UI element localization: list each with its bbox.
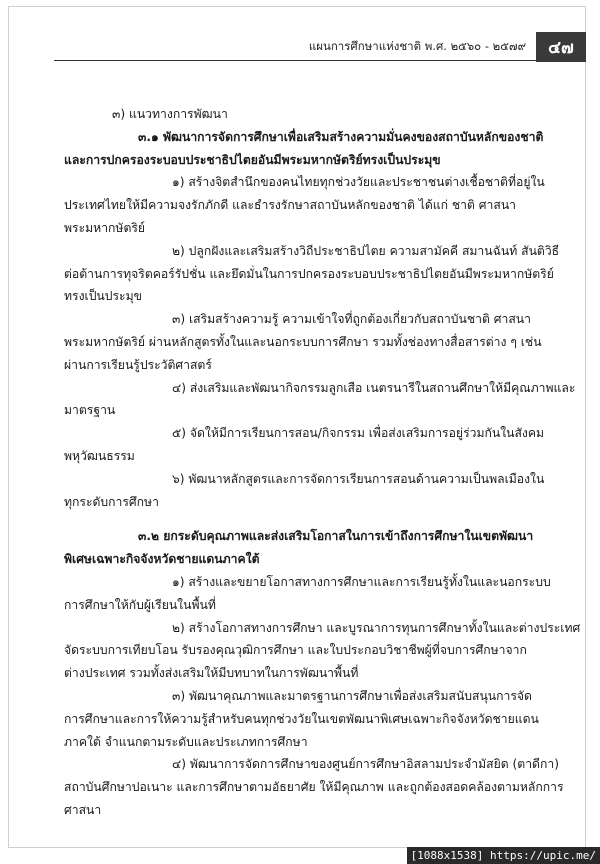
- list-item-cont: สถาบันศึกษาปอเนาะ และการศึกษาตามอัธยาศัย ให้มีคุณภาพ และถูกต้องสอดคล้องตามหลักการ: [64, 780, 564, 795]
- list-item: ๓) เสริมสร้างความรู้ ความเข้าใจที่ถูกต้องเกี่ยวกับสถาบันชาติ ศาสนา: [172, 312, 531, 327]
- page-header: [8, 32, 586, 62]
- list-item-cont: มาตรฐาน: [64, 403, 116, 418]
- subsection-2-title: ๓.๒ ยกระดับคุณภาพและส่งเสริมโอกาสในการเข้าถึงการศึกษาในเขตพัฒนา: [138, 529, 534, 544]
- list-item: ๖) พัฒนาหลักสูตรและการจัดการเรียนการสอนด้านความเป็นพลเมืองใน: [172, 471, 545, 486]
- list-item-cont: การศึกษาให้กับผู้เรียนในพื้นที่: [64, 597, 216, 612]
- list-item-cont: ประเทศไทยให้มีความจงรักภักดี และธำรงรักษาสถาบันหลักของชาติ ได้แก่ ชาติ ศาสนา: [64, 198, 516, 213]
- list-item-cont: ต่างประเทศ รวมทั้งส่งเสริมให้มีบทบาทในการพัฒนาพื้นที่: [64, 666, 359, 681]
- list-item: ๑) สร้างจิตสำนึกของคนไทยทุกช่วงวัยและประชาชนต่างเชื้อชาติที่อยู่ใน: [172, 175, 545, 190]
- document-body: [64, 103, 581, 822]
- subsection-1-title: ๓.๑ พัฒนาการจัดการศึกษาเพื่อเสริมสร้างความมั่นคงของสถาบันหลักของชาติ: [138, 129, 544, 144]
- list-item-cont: พระมหากษัตริย์: [64, 220, 146, 235]
- list-item-cont: ภาคใต้ จำแนกตามระดับและประเภทการศึกษา: [64, 734, 308, 749]
- page-number: ๔๗: [536, 32, 586, 62]
- section-gap: [64, 513, 538, 525]
- list-item-cont: ต่อต้านการทุจริตคอร์รัปชั่น และยึดมั่นในการปกครองระบอบประชาธิปไตยอันมีพระมหากษัตริย์: [64, 266, 554, 281]
- image-size-badge: [1088x1538] https://upic.me/: [407, 847, 600, 864]
- header-rule: [54, 60, 586, 61]
- list-item: ๒) ปลูกฝังและเสริมสร้างวิถีประชาธิปไตย ความสามัคคี สมานฉันท์ สันติวิธี: [172, 243, 560, 258]
- list-item: ๑) สร้างและขยายโอกาสทางการศึกษาและการเรียนรู้ทั้งในและนอกระบบ: [172, 574, 551, 589]
- list-item-cont: จัดระบบการเทียบโอน รับรองคุณวุฒิการศึกษา และใบประกอบวิชาชีพผู้ที่จบการศึกษาจาก: [64, 643, 527, 658]
- list-item-cont: พระมหากษัตริย์ ผ่านหลักสูตรทั้งในและนอกระบบการศึกษา รวมทั้งช่องทางสื่อสารต่าง ๆ เช่น: [64, 334, 542, 349]
- list-item-cont: ทรงเป็นประมุข: [64, 289, 142, 304]
- subsection-2-title-cont: พิเศษเฉพาะกิจจังหวัดชายแดนภาคใต้: [64, 552, 260, 567]
- list-item: ๔) ส่งเสริมและพัฒนากิจกรรมลูกเสือ เนตรนารีในสถานศึกษาให้มีคุณภาพและ: [172, 380, 576, 395]
- list-item: ๔) พัฒนาการจัดการศึกษาของศูนย์การศึกษาอิสลามประจำมัสยิด (ตาดีกา): [172, 757, 559, 772]
- list-item-cont: พหุวัฒนธรรม: [64, 448, 135, 463]
- list-item-cont: ผ่านการเรียนรู้ประวัติศาสตร์: [64, 357, 212, 372]
- list-item-cont: ทุกระดับการศึกษา: [64, 494, 159, 509]
- subsection-1-title-cont: และการปกครองระบอบประชาธิปไตยอันมีพระมหากษัตริย์ทรงเป็นประมุข: [64, 152, 441, 167]
- section-heading: ๓) แนวทางการพัฒนา: [112, 107, 228, 121]
- header-title: แผนการศึกษาแห่งชาติ พ.ศ. ๒๕๖๐ - ๒๕๗๙: [308, 39, 526, 53]
- list-item-cont: ศาสนา: [64, 802, 102, 817]
- list-item: ๒) สร้างโอกาสทางการศึกษา และบูรณาการทุนการศึกษาทั้งในและต่างประเทศ: [172, 620, 581, 635]
- list-item: ๕) จัดให้มีการเรียนการสอน/กิจกรรม เพื่อส่งเสริมการอยู่ร่วมกันในสังคม: [172, 426, 545, 441]
- list-item: ๓) พัฒนาคุณภาพและมาตรฐานการศึกษาเพื่อส่งเสริมสนับสนุนการจัด: [172, 688, 532, 703]
- list-item-cont: การศึกษาและการให้ความรู้สำหรับคนทุกช่วงวัยในเขตพัฒนาพิเศษเฉพาะกิจจังหวัดชายแดน: [64, 711, 539, 726]
